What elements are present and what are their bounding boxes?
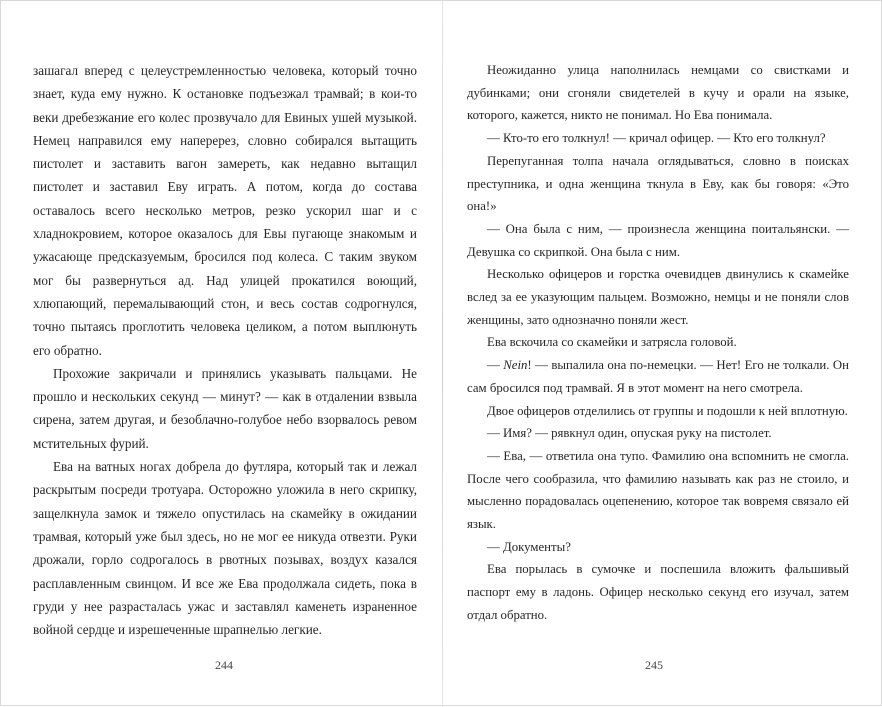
left-page-text xyxy=(33,59,417,641)
paragraph: — Кто-то его толкнул! — кричал офицер. — Кто его толкнул? xyxy=(487,131,826,146)
paragraph xyxy=(467,354,849,399)
paragraph: Несколько офицеров и горстка очевидцев двинулись к скамейке вслед за ее указующим пальцем. Возможно, немцы и не поняли слов женщины, зато однозначно поняли жест. xyxy=(467,267,849,327)
paragraph-rest: — выпалила она по-немецки. — Нет! Его не толкали. Он сам бросился под трамвай. Я в этот момент на него смотрела. xyxy=(467,358,850,395)
italic-word: Nein xyxy=(503,358,528,373)
exclamation: ! xyxy=(527,358,536,373)
paragraph: — Имя? — рявкнул один, опуская руку на пистолет. xyxy=(487,426,772,441)
paragraph: Неожиданно улица наполнилась немцами со свистками и дубинками; они сгоняли свидетелей в кучу и орали на языке, которого, кажется, никто не понимал. Но Ева понимала. xyxy=(467,63,849,123)
dialogue-dash: — xyxy=(487,358,504,373)
right-page-text xyxy=(467,59,849,627)
paragraph: — Она была с ним, — произнесла женщина поитальянски. — Девушка со скрипкой. Она была с ним. xyxy=(467,221,849,259)
page-number-right: 245 xyxy=(645,658,663,672)
paragraph: Перепуганная толпа начала оглядываться, словно в поисках преступника, и одна женщина ткнула в Еву, как бы говоря: «Это она!» xyxy=(467,153,849,214)
paragraph: Прохожие закричали и принялись указывать пальцами. Не прошло и нескольких секунд — минут? — как в отдалении взвыла сирена, затем другая, и безоблачно-голубое небо взорвалось ревом мстительных фурий. xyxy=(33,365,417,451)
paragraph: зашагал вперед с целеустремленностью человека, который точно знает, куда ему нужно. К остановке подъезжал трамвай; в кои-то веки дребезжание его колес прозвучало для Евиных ушей музыкой. Немец направился ему наперерез, словно собирался вытащить пистолет и заставить вагон замереть, как недавно вытащил пистолет и заставил Еву играть. А потом, когда до состава оставалось всего несколько метров, резко ускорил шаг и с хладнокровием, которое оказалось для Евы пугающе знакомым и ужасающе предсказуемым, бросился под колеса. С таким звуком мог бы развернуться ад. Над улицей прокатился воющий, хлюпающий, перемалывающий стон, и весь состав содрогнулся, точно пытаясь проглотить человека целиком, а потом выплюнуть его обратно. xyxy=(33,63,417,358)
paragraph: Ева вскочила со скамейки и затрясла головой. xyxy=(487,335,737,350)
paragraph: — Ева, — ответила она тупо. Фамилию она вспомнить не смогла. После чего сообразила, что фамилию называть как раз не стоило, и мысленно порадовалась оцепенению, которое так вовремя связало ей язык. xyxy=(467,448,849,532)
paragraph: Двое офицеров отделились от группы и подошли к ней вплотную. xyxy=(487,403,848,418)
paragraph: Ева порылась в сумочке и поспешила вложить фальшивый паспорт ему в ладонь. Офицер несколько секунд его изучал, затем отдал обратно. xyxy=(467,562,849,622)
paragraph: — Документы? xyxy=(487,539,571,554)
paragraph: Ева на ватных ногах добрела до футляра, который так и лежал раскрытым посреди тротуара. Осторожно уложила в него скрипку, защелкнула замок и тяжело опустилась на скамейку в ожидании трамвая, который уже был здесь, но не мог ее никуда отвезти. Руки дрожали, горло содрогалось в рвотных позывах, воздух казался расплавленным свинцом. И все же Ева продолжала сидеть, пока в груди у нее разрасталась ужас и заставлял каменеть израненное войной сердце и изрешеченные шрапнелью легкие. xyxy=(33,459,417,638)
book-gutter xyxy=(442,1,443,707)
page-number-left: 244 xyxy=(215,658,233,672)
